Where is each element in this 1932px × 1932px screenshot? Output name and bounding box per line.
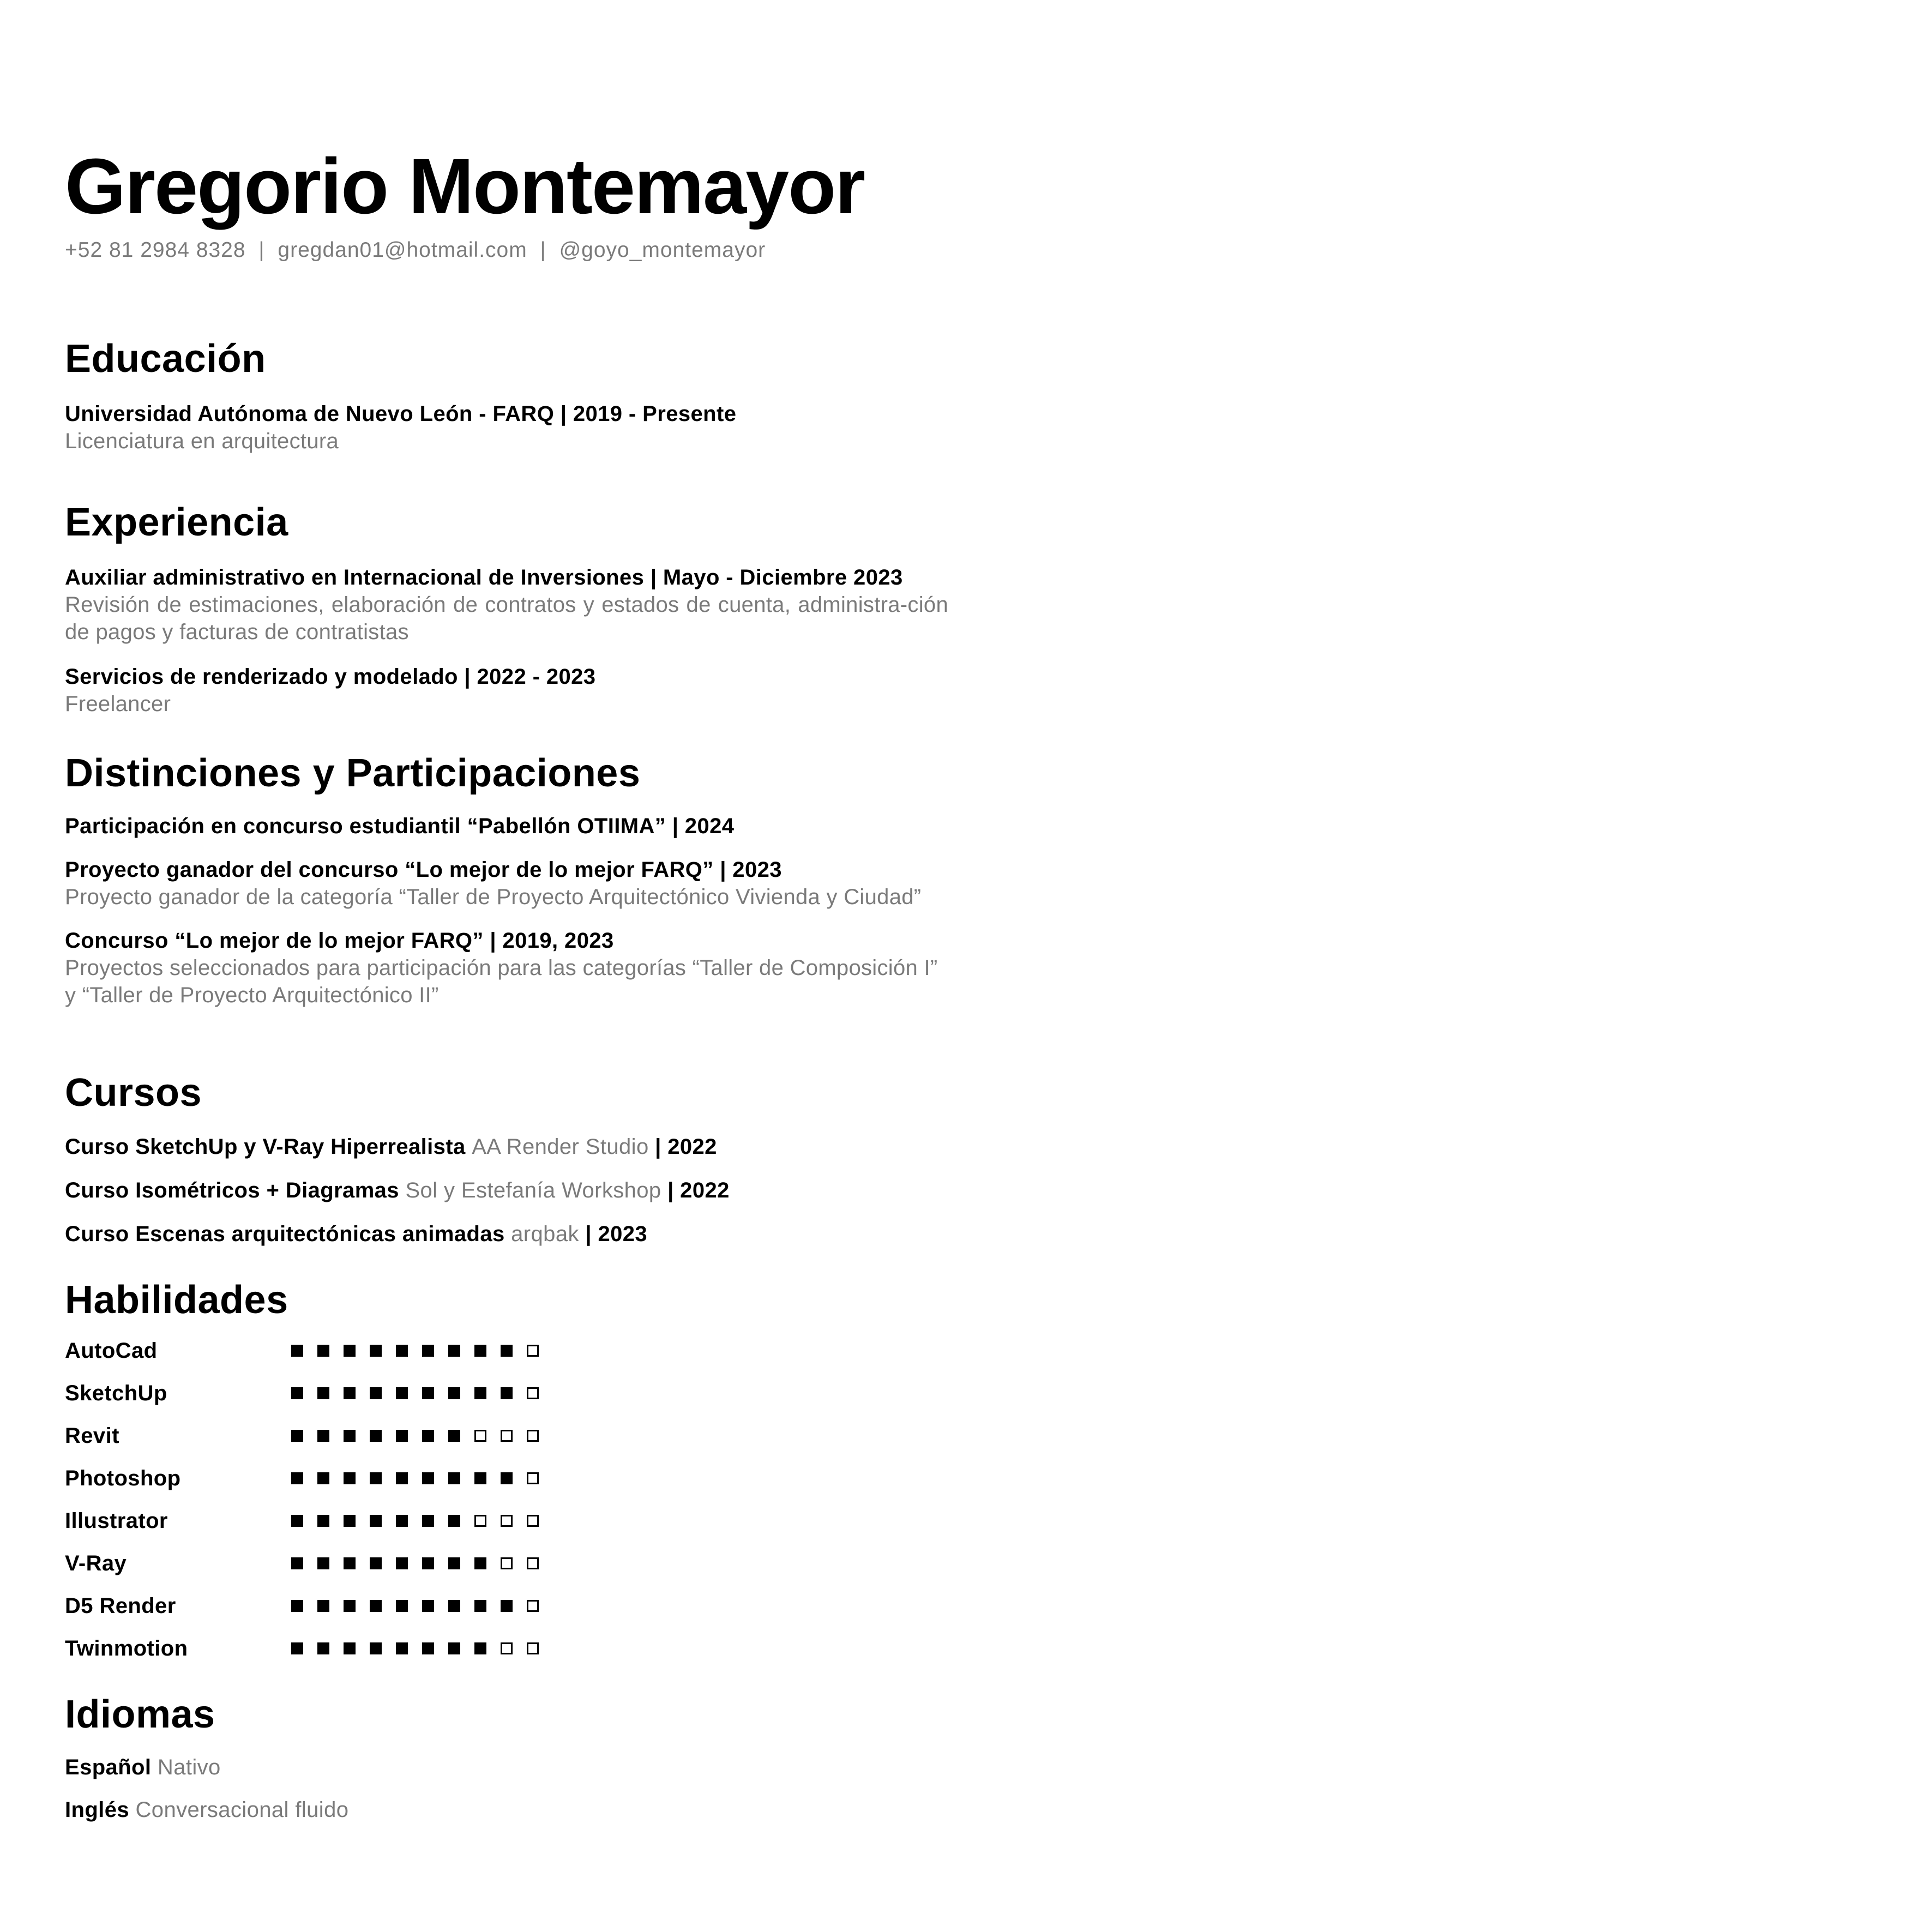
skill-level-meter (291, 1600, 553, 1612)
filled-square-icon (317, 1430, 329, 1442)
filled-square-icon (474, 1472, 486, 1484)
filled-square-icon (370, 1430, 382, 1442)
course-provider: AA Render Studio (472, 1135, 649, 1159)
empty-square-icon (474, 1515, 486, 1527)
filled-square-icon (448, 1430, 460, 1442)
entry-title: Proyecto ganador del concurso “Lo mejor de lo mejor FARQ” | 2023 (65, 858, 782, 882)
section-distinciones (65, 751, 948, 1009)
filled-square-icon (474, 1387, 486, 1399)
filled-square-icon (344, 1430, 356, 1442)
filled-square-icon (344, 1600, 356, 1612)
course-name: Curso SketchUp y V-Ray Hiperrealista (65, 1135, 466, 1159)
filled-square-icon (474, 1345, 486, 1357)
skill-name: SketchUp (65, 1381, 167, 1405)
skill-name: AutoCad (65, 1338, 158, 1363)
skills-list (65, 1329, 948, 1670)
filled-square-icon (422, 1472, 434, 1484)
filled-square-icon (344, 1515, 356, 1527)
filled-square-icon (422, 1600, 434, 1612)
skill-level-meter (291, 1345, 553, 1357)
entry-title: Servicios de renderizado y modelado | 2022 - 2023 (65, 665, 596, 689)
skill-row (65, 1500, 948, 1542)
empty-square-icon (501, 1430, 513, 1442)
language-name: Inglés (65, 1798, 129, 1822)
filled-square-icon (422, 1557, 434, 1569)
filled-square-icon (370, 1600, 382, 1612)
skill-level-meter (291, 1387, 553, 1399)
skill-level-meter (291, 1642, 553, 1654)
skill-name: D5 Render (65, 1593, 176, 1618)
skill-name: Photoshop (65, 1466, 181, 1490)
skill-name: Twinmotion (65, 1636, 188, 1660)
filled-square-icon (344, 1387, 356, 1399)
filled-square-icon (291, 1387, 303, 1399)
section-cursos (65, 1073, 948, 1264)
filled-square-icon (396, 1430, 408, 1442)
section-experiencia (65, 503, 948, 718)
section-title-educacion: Educación (65, 337, 266, 381)
filled-square-icon (370, 1345, 382, 1357)
language-list (65, 1754, 948, 1823)
filled-square-icon (370, 1642, 382, 1654)
filled-square-icon (291, 1642, 303, 1654)
resume-column (65, 142, 948, 1822)
entry-title: Auxiliar administrativo en Internacional de Inversiones | Mayo - Diciembre 2023 (65, 565, 903, 589)
contact-phone: +52 81 2984 8328 (65, 238, 246, 262)
skill-name: Revit (65, 1423, 119, 1448)
section-educacion (65, 339, 948, 455)
skill-level-meter (291, 1557, 553, 1569)
skill-level-meter (291, 1515, 553, 1527)
empty-square-icon (527, 1472, 539, 1484)
filled-square-icon (344, 1345, 356, 1357)
skill-row (65, 1457, 948, 1500)
filled-square-icon (501, 1345, 513, 1357)
language-level: Nativo (157, 1755, 221, 1779)
filled-square-icon (370, 1472, 382, 1484)
entry-title: Concurso “Lo mejor de lo mejor FARQ” | 2019, 2023 (65, 929, 614, 953)
contact-line (65, 238, 948, 263)
filled-square-icon (448, 1472, 460, 1484)
filled-square-icon (422, 1387, 434, 1399)
empty-square-icon (527, 1642, 539, 1654)
skill-name: V-Ray (65, 1551, 127, 1575)
course-name: Curso Isométricos + Diagramas (65, 1178, 399, 1202)
filled-square-icon (448, 1345, 460, 1357)
section-idiomas (65, 1695, 948, 1839)
filled-square-icon (501, 1600, 513, 1612)
skill-level-meter (291, 1472, 553, 1484)
filled-square-icon (317, 1345, 329, 1357)
language-name: Español (65, 1755, 152, 1779)
entry-description: Revisión de estimaciones, elaboración de contratos y estados de cuenta, administra-ción de pagos y facturas de contratistas (65, 593, 948, 644)
section-title-idiomas: Idiomas (65, 1693, 215, 1736)
skill-row (65, 1415, 948, 1457)
skill-row (65, 1585, 948, 1627)
filled-square-icon (448, 1515, 460, 1527)
entry-description: Proyecto ganador de la categoría “Taller de Proyecto Arquitectónico Vivienda y Ciudad” (65, 885, 922, 909)
empty-square-icon (527, 1515, 539, 1527)
filled-square-icon (317, 1472, 329, 1484)
entry-description: Freelancer (65, 692, 171, 716)
resume-name: Gregorio Montemayor (65, 142, 865, 230)
empty-square-icon (527, 1430, 539, 1442)
section-title-habilidades: Habilidades (65, 1278, 288, 1322)
skill-row (65, 1372, 948, 1415)
section-title-cursos: Cursos (65, 1071, 202, 1115)
filled-square-icon (422, 1345, 434, 1357)
contact-separator: | (258, 238, 265, 262)
filled-square-icon (344, 1557, 356, 1569)
course-list (65, 1133, 948, 1248)
section-title-distinciones: Distinciones y Participaciones (65, 751, 641, 795)
filled-square-icon (291, 1600, 303, 1612)
entry-description: Licenciatura en arquitectura (65, 429, 339, 453)
filled-square-icon (396, 1557, 408, 1569)
empty-square-icon (501, 1515, 513, 1527)
filled-square-icon (291, 1345, 303, 1357)
skill-level-meter (291, 1430, 553, 1442)
empty-square-icon (501, 1642, 513, 1654)
course-provider: Sol y Estefanía Workshop (405, 1178, 661, 1202)
filled-square-icon (396, 1515, 408, 1527)
entry-description: Proyectos seleccionados para participación para las categorías “Taller de Composición I” y “Taller de Proyecto Arquitectónico II” (65, 956, 938, 1007)
course-item (65, 1177, 948, 1204)
course-year: | 2022 (655, 1135, 717, 1159)
entry-title: Participación en concurso estudiantil “Pabellón OTIIMA” | 2024 (65, 814, 735, 838)
contact-separator: | (540, 238, 546, 262)
filled-square-icon (396, 1472, 408, 1484)
entry-title: Universidad Autónoma de Nuevo León - FARQ | 2019 - Presente (65, 402, 737, 426)
distinction-entry (65, 927, 948, 1009)
filled-square-icon (396, 1642, 408, 1654)
skill-row (65, 1542, 948, 1585)
distinction-entry (65, 856, 948, 911)
skill-row (65, 1627, 948, 1670)
filled-square-icon (448, 1387, 460, 1399)
education-entry (65, 400, 948, 455)
filled-square-icon (370, 1515, 382, 1527)
filled-square-icon (291, 1430, 303, 1442)
filled-square-icon (422, 1642, 434, 1654)
filled-square-icon (317, 1515, 329, 1527)
contact-email: gregdan01@hotmail.com (278, 238, 527, 262)
skill-name: Illustrator (65, 1508, 168, 1533)
section-title-experiencia: Experiencia (65, 501, 288, 544)
filled-square-icon (370, 1557, 382, 1569)
empty-square-icon (501, 1557, 513, 1569)
course-item (65, 1220, 948, 1248)
filled-square-icon (344, 1472, 356, 1484)
section-habilidades (65, 1280, 948, 1670)
filled-square-icon (317, 1557, 329, 1569)
course-provider: arqbak (511, 1222, 579, 1246)
filled-square-icon (448, 1557, 460, 1569)
filled-square-icon (474, 1557, 486, 1569)
empty-square-icon (527, 1345, 539, 1357)
contact-social: @goyo_montemayor (559, 238, 766, 262)
filled-square-icon (474, 1600, 486, 1612)
filled-square-icon (448, 1642, 460, 1654)
filled-square-icon (422, 1430, 434, 1442)
filled-square-icon (291, 1515, 303, 1527)
filled-square-icon (501, 1387, 513, 1399)
experience-entry (65, 663, 948, 718)
filled-square-icon (396, 1345, 408, 1357)
experience-entry (65, 564, 948, 646)
filled-square-icon (291, 1472, 303, 1484)
filled-square-icon (501, 1472, 513, 1484)
empty-square-icon (527, 1387, 539, 1399)
empty-square-icon (527, 1600, 539, 1612)
filled-square-icon (474, 1642, 486, 1654)
filled-square-icon (448, 1600, 460, 1612)
distinction-entry (65, 812, 948, 840)
filled-square-icon (422, 1515, 434, 1527)
empty-square-icon (527, 1557, 539, 1569)
filled-square-icon (396, 1600, 408, 1612)
course-name: Curso Escenas arquitectónicas animadas (65, 1222, 505, 1246)
course-year: | 2022 (667, 1178, 730, 1202)
filled-square-icon (291, 1557, 303, 1569)
skill-row (65, 1329, 948, 1372)
filled-square-icon (317, 1387, 329, 1399)
filled-square-icon (344, 1642, 356, 1654)
language-item (65, 1754, 948, 1781)
filled-square-icon (317, 1600, 329, 1612)
filled-square-icon (370, 1387, 382, 1399)
course-item (65, 1133, 948, 1160)
language-item (65, 1796, 948, 1823)
filled-square-icon (317, 1642, 329, 1654)
empty-square-icon (474, 1430, 486, 1442)
filled-square-icon (396, 1387, 408, 1399)
course-year: | 2023 (585, 1222, 648, 1246)
language-level: Conversacional fluido (135, 1798, 349, 1822)
